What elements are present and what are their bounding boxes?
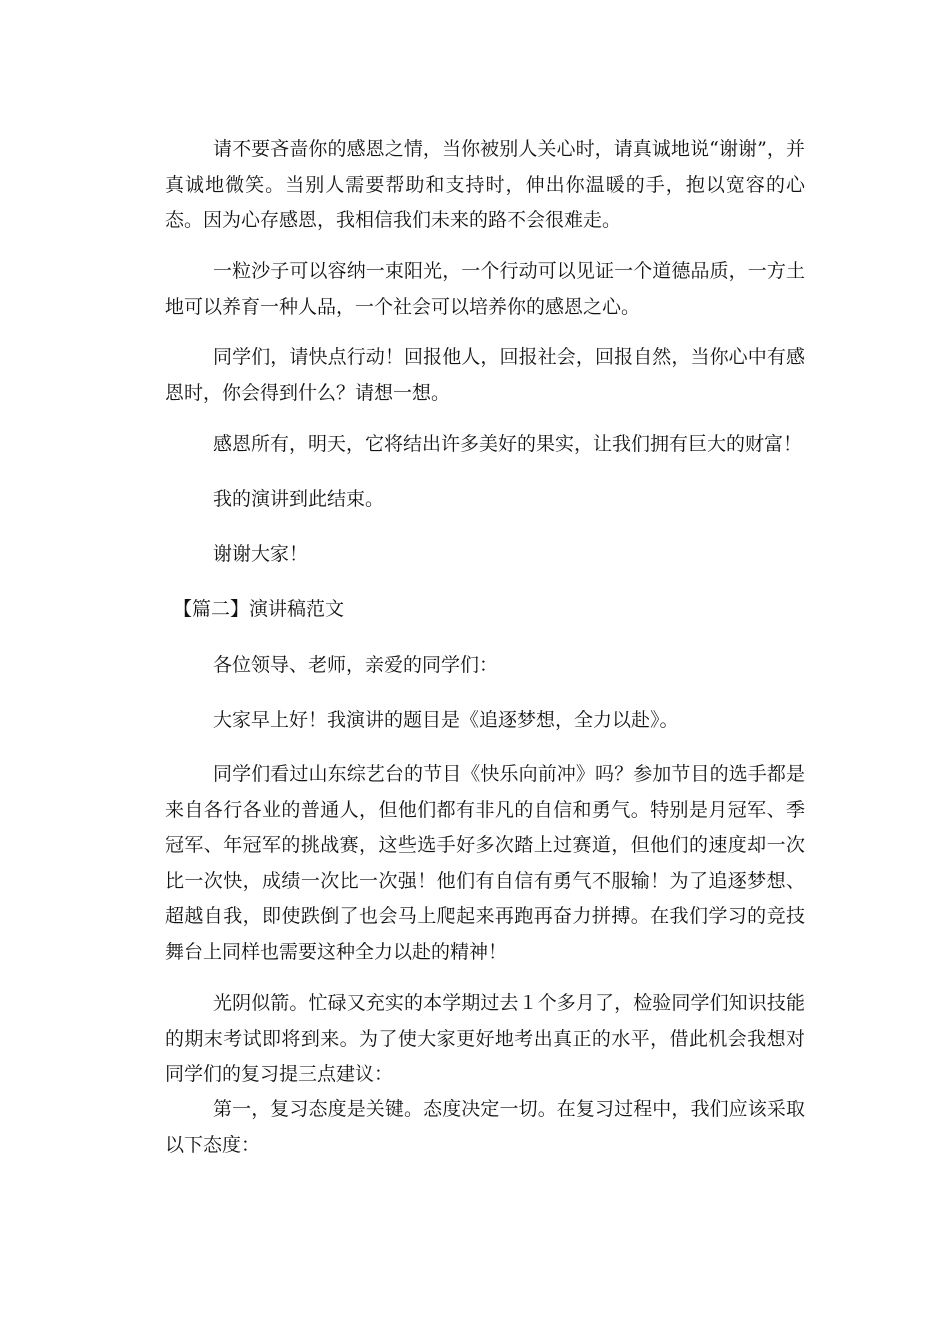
paragraph: 第一，复习态度是关键。态度决定一切。在复习过程中，我们应该采取以下态度： xyxy=(165,1098,805,1156)
paragraph: 各位领导、老师，亲爱的同学们： xyxy=(213,654,499,676)
section-heading: 【篇二】演讲稿范文 xyxy=(173,598,345,620)
paragraph: 请不要吝啬你的感恩之情，当你被别人关心时，请真诚地说“谢谢”，并真诚地微笑。当别人需要帮助和支持时，伸出你温暖的手，抱以宽容的心态。因为心存感恩，我相信我们未来的路不会很难走。 xyxy=(165,138,805,231)
paragraph: 同学们，请快点行动！回报他人，回报社会，回报自然，当你心中有感恩时，你会得到什么？请想一想。 xyxy=(165,346,805,404)
paragraph: 感恩所有，明天，它将结出许多美好的果实，让我们拥有巨大的财富！ xyxy=(213,433,803,455)
paragraph: 大家早上好！我演讲的题目是《追逐梦想，全力以赴》。 xyxy=(213,709,679,731)
paragraph: 一粒沙子可以容纳一束阳光，一个行动可以见证一个道德品质，一方土地可以养育一种人品，一个社会可以培养你的感恩之心。 xyxy=(165,260,805,318)
paragraph: 同学们看过山东综艺台的节目《快乐向前冲》吗？参加节目的选手都是来自各行各业的普通人，但他们都有非凡的自信和勇气。特别是月冠军、季冠军、年冠军的挑战赛，这些选手好多次踏上过赛道，但他们的速度却一次比一次快，成绩一次比一次强！他们有自信有勇气不服输！为了追逐梦想、超越自我，即使跌倒了也会马上爬起来再跑再奋力拼搏。在我们学习的竞技舞台上同样也需要这种全力以赴的精神！ xyxy=(165,763,805,963)
paragraph: 光阴似箭。忙碌又充实的本学期过去１个多月了，检验同学们知识技能的期末考试即将到来。为了使大家更好地考出真正的水平，借此机会我想对同学们的复习提三点建议： xyxy=(165,992,805,1085)
paragraph: 谢谢大家！ xyxy=(213,543,309,565)
paragraph: 我的演讲到此结束。 xyxy=(213,488,385,510)
